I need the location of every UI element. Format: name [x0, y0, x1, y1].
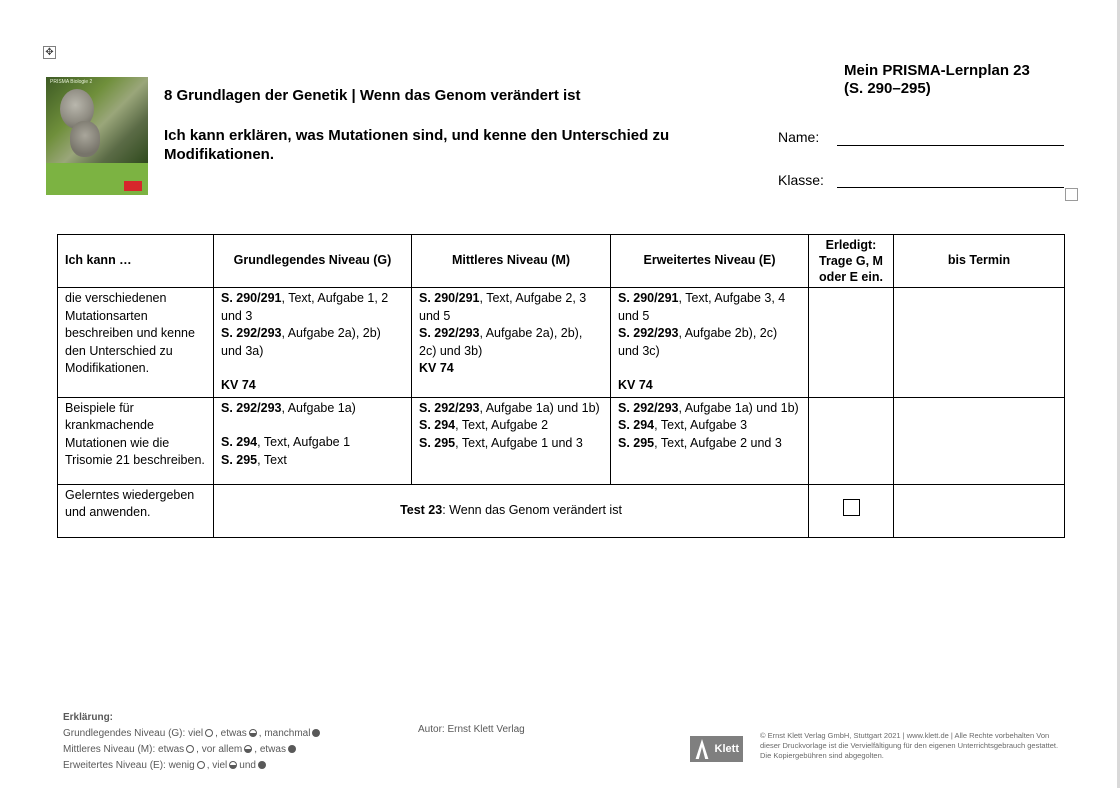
task-text: , Text, Aufgabe 2, 3 und 5 — [419, 291, 587, 323]
done-cell[interactable] — [809, 288, 894, 398]
level-m-cell — [412, 288, 611, 398]
legend-g — [63, 726, 322, 742]
full-circle-icon — [288, 745, 296, 753]
learning-plan-table — [57, 234, 1065, 538]
kv-ref: KV 74 — [618, 378, 653, 392]
level-e-cell — [611, 397, 809, 484]
small-checkbox[interactable] — [1065, 188, 1078, 201]
cover-klett-logo — [124, 181, 142, 191]
legend-e-text: , viel — [206, 760, 228, 771]
klett-logo — [690, 736, 743, 762]
task-text: , Aufgabe 1a) — [281, 400, 356, 415]
legend-m — [63, 742, 322, 758]
koala-body — [70, 121, 100, 157]
page-ref: S. 292/293 — [221, 400, 282, 415]
header-level-g: Grundlegendes Niveau (G) — [214, 235, 412, 288]
name-label: Name: — [778, 129, 820, 145]
level-e-cell — [611, 288, 809, 398]
legend-m-text: , etwas — [254, 744, 286, 755]
level-m-cell — [412, 397, 611, 484]
half-circle-icon — [244, 745, 252, 753]
header-level-m: Mittleres Niveau (M) — [412, 235, 611, 288]
skill-cell: die verschiedenen Mutationsarten beschreiben und kenne den Unterschied zu Modifikationen. — [58, 288, 214, 398]
page-ref: S. 294 — [419, 418, 456, 432]
copyright: © Ernst Klett Verlag GmbH, Stuttgart 2021 | www.klett.de | Alle Rechte vorbehalten Von dieser Druckvorlage ist die Vervielfältigung für den eigenen Unterrichtsgebrauch gestattet. Die Kopiergebühren sind abgegolten. — [760, 731, 1059, 760]
legend-e — [63, 758, 322, 774]
task-text: , Text, Aufgabe 1 — [257, 435, 351, 449]
task-text: , Text, Aufgabe 3 — [654, 418, 748, 432]
kv-ref: KV 74 — [419, 361, 454, 375]
table-row — [58, 484, 1065, 537]
task-text: , Text, Aufgabe 2 — [455, 418, 549, 432]
plan-title-line1: Mein PRISMA-Lernplan 23 — [844, 62, 1030, 79]
task-text: , Aufgabe 1a) und 1b) — [678, 400, 799, 415]
page-ref: S. 292/293 — [618, 326, 679, 340]
deadline-cell[interactable] — [894, 288, 1065, 398]
task-text: , Text, Aufgabe 1 und 3 — [455, 435, 583, 450]
class-field[interactable] — [837, 187, 1064, 188]
task-text: , Aufgabe 1a) und 1b) — [479, 400, 600, 415]
learning-goal: Ich kann erklären, was Mutationen sind, und kenne den Unterschied zu Modifikationen. — [164, 127, 670, 163]
test-ref: Test 23 — [400, 502, 443, 517]
test-cell — [214, 484, 809, 537]
kv-ref: KV 74 — [221, 378, 256, 392]
level-g-cell — [214, 397, 412, 484]
page-ref: S. 290/291 — [618, 291, 679, 305]
task-text: , Text — [257, 452, 287, 467]
header-skill: Ich kann … — [58, 235, 214, 288]
task-text: , Aufgabe 2b), 2c) und 3c) — [618, 326, 778, 358]
task-text: , Aufgabe 2a), 2b) und 3a) — [221, 326, 381, 358]
empty-circle-icon — [186, 745, 194, 753]
page-ref: S. 292/293 — [221, 326, 282, 340]
plan-title — [844, 62, 1030, 98]
author: Autor: Ernst Klett Verlag — [418, 724, 525, 735]
name-field[interactable] — [837, 145, 1064, 146]
skill-cell: Gelerntes wiedergeben und anwenden. — [58, 484, 214, 537]
full-circle-icon — [258, 761, 266, 769]
class-label: Klasse: — [778, 172, 824, 188]
chapter-title: 8 Grundlagen der Genetik | Wenn das Genom verändert ist — [164, 87, 581, 104]
page-ref: S. 294 — [618, 418, 655, 432]
deadline-cell[interactable] — [894, 397, 1065, 484]
level-g-cell — [214, 288, 412, 398]
page-ref: S. 290/291 — [419, 291, 480, 305]
legend-title: Erklärung: — [63, 712, 114, 723]
done-cell — [809, 484, 894, 537]
page-ref: S. 292/293 — [419, 400, 480, 415]
table-header-row — [58, 235, 1065, 288]
task-text: , Text, Aufgabe 1, 2 und 3 — [221, 291, 389, 323]
test-text: : Wenn das Genom verändert ist — [442, 502, 622, 517]
page-ref: S. 295 — [221, 452, 258, 467]
klett-logo-text: Klett — [714, 743, 739, 755]
legend-g-text: Grundlegendes Niveau (G): viel — [63, 728, 204, 739]
legend-e-text: und — [239, 760, 256, 771]
header-deadline: bis Termin — [894, 235, 1065, 288]
plan-title-line2: (S. 290–295) — [844, 80, 931, 97]
legend-e-text: Erweitertes Niveau (E): wenig — [63, 760, 195, 771]
task-text: , Text, Aufgabe 3, 4 und 5 — [618, 291, 786, 323]
book-cover-image — [46, 77, 148, 195]
deadline-cell[interactable] — [894, 484, 1065, 537]
legend — [63, 710, 322, 774]
page-ref: S. 292/293 — [618, 400, 679, 415]
empty-circle-icon — [197, 761, 205, 769]
header-done: Erledigt: Trage G, M oder E ein. — [809, 235, 894, 288]
klett-mark-icon — [694, 739, 710, 759]
page-ref: S. 294 — [221, 435, 258, 449]
done-cell[interactable] — [809, 397, 894, 484]
page-ref: S. 295 — [419, 435, 456, 450]
skill-cell: Beispiele für krankmachende Mutationen wie die Trisomie 21 beschreiben. — [58, 397, 214, 484]
half-circle-icon — [229, 761, 237, 769]
page-ref: S. 290/291 — [221, 291, 282, 305]
page-ref: S. 292/293 — [419, 326, 480, 340]
legend-g-text: , manchmal — [258, 728, 311, 739]
header-level-e: Erweitertes Niveau (E) — [611, 235, 809, 288]
task-text: , Aufgabe 2a), 2b), 2c) und 3b) — [419, 326, 583, 358]
empty-circle-icon — [205, 729, 213, 737]
page-ref: S. 295 — [618, 435, 655, 450]
task-text: , Text, Aufgabe 2 und 3 — [654, 435, 782, 450]
cover-brand: PRISMA Biologie 2 — [50, 79, 93, 85]
legend-m-text: Mittleres Niveau (M): etwas — [63, 744, 185, 755]
half-circle-icon — [249, 729, 257, 737]
legend-g-text: , etwas — [215, 728, 247, 739]
table-row — [58, 288, 1065, 398]
full-circle-icon — [312, 729, 320, 737]
legend-m-text: , vor allem — [196, 744, 243, 755]
table-row — [58, 397, 1065, 484]
done-checkbox[interactable] — [843, 499, 860, 516]
table-move-handle-icon[interactable]: ✥ — [43, 46, 56, 59]
